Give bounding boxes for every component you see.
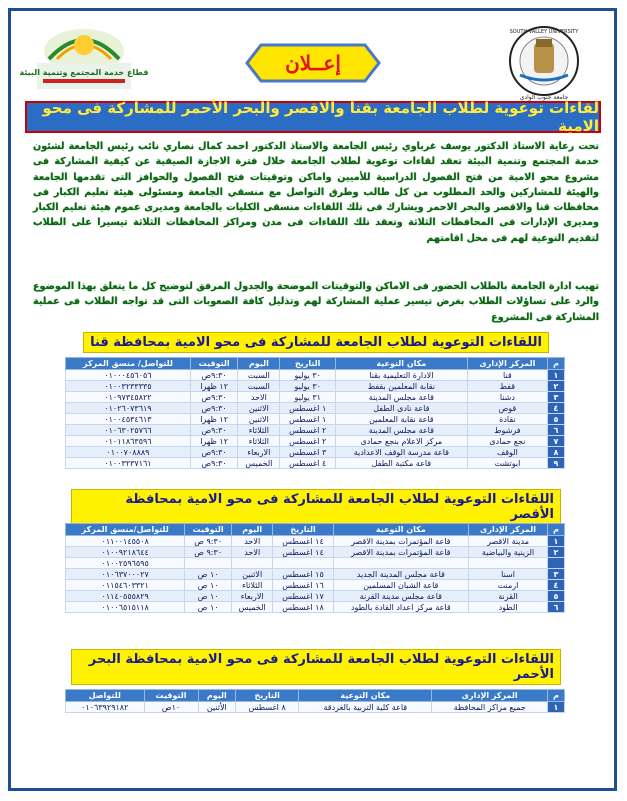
announcement-frame [8, 8, 617, 791]
schedule-table-qena [65, 357, 565, 469]
table-cell: ٢ اغسطس [280, 425, 335, 436]
table-cell: قنا [467, 370, 547, 381]
section-title-redsea: اللقاءات التوعوية لطلاب الجامعة للمشاركة فى محو الامية بمحافظة البحر الأحمر [71, 654, 561, 680]
intro-paragraph: تحت رعاية الاستاذ الدكتور يوسف غرباوي رئيس الجامعة والاستاذ الدكتور احمد كمال نصاري نائب رئيس الجامعة لشئون خدمة المجتمع وتنمية البيئة تعقد لقاءات توعوية لطلاب الجامعة خلال فترة الاجازة الصيفية عن كيفية المشاركة فى مشروع محو الامية من فتح الفصول الدراسية للأميين واماكن وتوقيتات فتح الفصول والحوافز التى تقدمها الجامعة والهيئة للمشاركين والحد المطلوب من كل طالب وطرق التواصل مع منسقي الجامعة ومسئولى هيئة تعليم الكبار فى محافظات قنا والاقصر والبحر الاحمر ويشارك فى تلك اللقاءات منسقى الكليات بالجامعة ومديرى عموم هيئة تعليم الكبار ومديرى الإدارات فى المحافظات الثلاثة وتعقد تلك اللقاءات فى مدن ومراكز المحافظات الثلاثة تيسيرا على الطلاب لتقديم التوعية لهم فى محل اقامتهم [33, 141, 599, 244]
column-header: التاريخ [273, 524, 333, 536]
table-cell: نجع حمادى [467, 436, 547, 447]
table-cell: قاعة مجلس المدينة [335, 425, 467, 436]
table-row [66, 536, 565, 547]
table-header-row [66, 358, 565, 370]
row-number: ٢ [548, 381, 565, 392]
table-cell: قاعة نادى الطفل [335, 403, 467, 414]
column-header: م [548, 358, 565, 370]
notice-paragraph: تهيب ادارة الجامعة بالطلاب الحضور فى الاماكن والتوقيتات الموضحة والجدول المرفق لتوضيح كل ما يتعلق بهذا الموضوع والرد على تساؤلات الطلاب بغرض تيسير عملية المشاركة لهم وتذليل كافة الصعوبات التى قد تواجه الطلاب فى عملية المشاركة فى المشروع [33, 281, 599, 323]
table-cell: ١ اغسطس [280, 403, 335, 414]
row-number: ١ [548, 702, 565, 713]
table-cell: الطود [469, 602, 548, 613]
table-cell: ١٥ اغسطس [273, 569, 333, 580]
column-header: المركز الإدارى [432, 690, 548, 702]
column-header: اليوم [198, 690, 235, 702]
table-row [66, 591, 565, 602]
table-cell: قاعة المؤتمرات بمدينة الاقصر [333, 536, 468, 547]
schedule-table-luxor [65, 523, 565, 613]
university-logo [504, 25, 584, 101]
table-cell: قاعة مجلس المدينة [335, 392, 467, 403]
table-row [66, 458, 565, 469]
section-title-luxor: اللقاءات التوعوية لطلاب الجامعة للمشاركة فى محو الامية بمحافظة الأقصر [71, 494, 561, 520]
table-cell: الاحد [231, 547, 273, 558]
table-cell: ٣١ يوليو [280, 392, 335, 403]
column-header: مكان التوعية [299, 690, 432, 702]
table-cell: ٠١٠٠٧٠٨٨٨٩ [66, 447, 191, 458]
table-cell: ٩:٣٠ص [190, 447, 237, 458]
table-cell: الاربعاء [231, 591, 273, 602]
table-cell: ٨ اغسطس [236, 702, 299, 713]
column-header: التوقيت [190, 358, 237, 370]
table-cell: السبت [238, 370, 280, 381]
column-header: للتواصل/منسق المركز [66, 524, 185, 536]
table-cell: مدينة الاقصر [469, 536, 548, 547]
table-cell: ٩:٣٠ ص [185, 547, 232, 558]
table-cell: ٩:٣٠ص [190, 370, 237, 381]
row-number: ٢ [548, 547, 565, 558]
row-number: ١ [548, 370, 565, 381]
table-cell: قاعة نقابة المعلمين [335, 414, 467, 425]
table-cell: الزينية والبياضية [469, 547, 548, 558]
table-cell: ٣ اغسطس [280, 447, 335, 458]
table-cell: الاثنين [238, 414, 280, 425]
table-row [66, 558, 565, 569]
table-cell: الأثنين [198, 702, 235, 713]
table-cell: ١٠ ص [185, 580, 232, 591]
table-cell: ٠١٠٩٧٣٤٥٨٢٢ [66, 392, 191, 403]
table-cell: ٠١٠٠٣٢٣٣٣٣٥ [66, 381, 191, 392]
column-header: المركز الإدارى [469, 524, 548, 536]
table-cell: ٠١٠٢٦٠٧٣٦١٩ [66, 403, 191, 414]
table-cell: الخميس [231, 602, 273, 613]
row-number: ٤ [548, 580, 565, 591]
table-cell: الثلاثاء [238, 425, 280, 436]
table-cell: الاثنين [238, 403, 280, 414]
table-cell: قاعة مركز اعداد القادة بالطود [333, 602, 468, 613]
table-cell: ٠١٠٠٩٢١٨٦٤٤ [66, 547, 185, 558]
table-cell: ٩:٣٠ص [190, 458, 237, 469]
schedule-table-redsea [65, 689, 565, 713]
row-number: ١ [548, 536, 565, 547]
page-title: لقاءات توعوية لطلاب الجامعة بقنا والاقصر والبحر الأحمر للمشاركة فى محو الامية [42, 99, 599, 135]
table-cell: مركز الاعلام بنجع حمادى [335, 436, 467, 447]
table-cell: ١٢ ظهرا [190, 436, 237, 447]
table-row [66, 447, 565, 458]
table-cell: ٠١٠١١٨٦٣٥٩٦ [66, 436, 191, 447]
logo-right-text: جامعة جنوب الوادي [519, 94, 569, 101]
table-cell: ٠١٠٠٣٢٣٧١٦١ [66, 458, 191, 469]
table-cell: ٠١٠٠٤٥٣٤٦١٣ [66, 414, 191, 425]
table-row [66, 702, 565, 713]
table-cell: ابوتشت [467, 458, 547, 469]
table-cell: ٩:٣٠ص [190, 425, 237, 436]
table-cell: الاثنين [231, 569, 273, 580]
table-cell: ٠١٠٠٢٥٩٦٥٩٥ [66, 558, 185, 569]
table-cell: ٩:٣٠ ص [185, 536, 232, 547]
table-cell: ١٠ص [144, 702, 198, 713]
row-number: ٨ [548, 447, 565, 458]
table-row [66, 381, 565, 392]
logo-ring-text: SOUTH VALLEY UNIVERSITY [509, 29, 579, 35]
table-row [66, 602, 565, 613]
table-cell: ٣٠ يوليو [280, 381, 335, 392]
table-cell: جميع مراكز المحافظة [432, 702, 548, 713]
table-row [66, 403, 565, 414]
table-cell: ١٠ ص [185, 569, 232, 580]
table-cell: ١٢ ظهرا [190, 414, 237, 425]
table-cell: ٩:٣٠ص [190, 392, 237, 403]
table-cell: قاعة كلية التربية بالغردقة [299, 702, 432, 713]
table-cell: ١٤ اغسطس [273, 547, 333, 558]
table-cell: ١٦ اغسطس [273, 580, 333, 591]
column-header: للتواصل [66, 690, 145, 702]
table-cell: ٠١٠٠٠٤٥٦٠٥٦ [66, 370, 191, 381]
table-cell: ١٢ ظهرا [190, 381, 237, 392]
table-cell: قفط [467, 381, 547, 392]
table-row [66, 414, 565, 425]
table-cell: الاحد [238, 392, 280, 403]
table-row [66, 392, 565, 403]
row-number [548, 558, 565, 569]
table-cell: نقادة [467, 414, 547, 425]
table-cell [185, 558, 232, 569]
row-number: ٩ [548, 458, 565, 469]
table-cell: الاربعاء [238, 447, 280, 458]
table-header-row [66, 524, 565, 536]
table-cell: اسنا [469, 569, 548, 580]
table-cell: ٠١١٤٠٥٥٥٨٢٩ [66, 591, 185, 602]
table-cell: نقابة المعلمين بقفط [335, 381, 467, 392]
table-cell: القرنة [469, 591, 548, 602]
table-row [66, 425, 565, 436]
column-header: م [548, 690, 565, 702]
table-cell: الادارة التعليمية بقنا [335, 370, 467, 381]
column-header: التوقيت [144, 690, 198, 702]
table-cell: قاعة مدرسة الوقف الاعدادية [335, 447, 467, 458]
column-header: التاريخ [236, 690, 299, 702]
row-number: ٥ [548, 414, 565, 425]
column-header: م [548, 524, 565, 536]
table-cell: ٣٠ يوليو [280, 370, 335, 381]
announce-title: إعــلان [285, 51, 341, 75]
table-cell [333, 558, 468, 569]
table-cell [469, 558, 548, 569]
table-cell: ٤ اغسطس [280, 458, 335, 469]
table-cell: الاحد [231, 536, 273, 547]
table-cell: ٠١٠٦٣٠٢٥٧٦٦ [66, 425, 191, 436]
table-row [66, 580, 565, 591]
table-cell: الخميس [238, 458, 280, 469]
table-cell: الوقف [467, 447, 547, 458]
column-header: اليوم [231, 524, 273, 536]
table-cell: ٠١٠٦٣٩٢٩١٨٢ [66, 702, 145, 713]
logo-left-text: قطاع خدمة المجتمع وتنمية البيئة [19, 68, 149, 77]
table-cell: ١ اغسطس [280, 414, 335, 425]
table-cell: قاعة مكتبة الطفل [335, 458, 467, 469]
table-cell: ٠١١٥٤٦٠٣٣٢١ [66, 580, 185, 591]
row-number: ٤ [548, 403, 565, 414]
table-cell: الثلاثاء [231, 580, 273, 591]
row-number: ٣ [548, 569, 565, 580]
title-banner [25, 101, 601, 133]
table-cell: ١٠ ص [185, 591, 232, 602]
header [11, 11, 614, 103]
table-row [66, 547, 565, 558]
announce-badge [243, 39, 383, 87]
table-cell: ٢ اغسطس [280, 436, 335, 447]
table-cell: دشنا [467, 392, 547, 403]
table-cell [273, 558, 333, 569]
table-cell: ١٧ اغسطس [273, 591, 333, 602]
row-number: ٥ [548, 591, 565, 602]
table-cell: ١٠ ص [185, 602, 232, 613]
table-cell: ٠١٠٠٦٥١٥١١٨ [66, 602, 185, 613]
column-header: التوقيت [185, 524, 232, 536]
column-header: اليوم [238, 358, 280, 370]
column-header: التاريخ [280, 358, 335, 370]
table-cell: قاعة مجلس مدينة القرنة [333, 591, 468, 602]
row-number: ٧ [548, 436, 565, 447]
column-header: المركز الإدارى [467, 358, 547, 370]
table-cell [231, 558, 273, 569]
table-cell: قاعة الشبان المسلمين [333, 580, 468, 591]
table-cell: الثلاثاء [238, 436, 280, 447]
table-cell: ارمنت [469, 580, 548, 591]
column-header: للتواصل/ منسق المركز [66, 358, 191, 370]
table-cell: قوص [467, 403, 547, 414]
table-header-row [66, 690, 565, 702]
row-number: ٣ [548, 392, 565, 403]
row-number: ٦ [548, 425, 565, 436]
table-cell: قاعة المؤتمرات بمدينة الاقصر [333, 547, 468, 558]
table-cell: السبت [238, 381, 280, 392]
table-cell: قاعة مجلس المدينة الجديد [333, 569, 468, 580]
section-title-qena: اللقاءات التوعوية لطلاب الجامعة للمشاركة فى محو الامية بمحافظة قنا [71, 329, 561, 355]
table-cell: ١٤ اغسطس [273, 536, 333, 547]
table-cell: ٠١١٠٠١٤٥٥٠٨ [66, 536, 185, 547]
table-row [66, 569, 565, 580]
table-row [66, 370, 565, 381]
table-cell: ٩:٣٠ص [190, 403, 237, 414]
row-number: ٦ [548, 602, 565, 613]
column-header: مكان التوعية [333, 524, 468, 536]
table-cell: ٠١٠٦٣٧٠٠٠٢٧ [66, 569, 185, 580]
table-cell: ١٨ اغسطس [273, 602, 333, 613]
community-service-logo [19, 23, 149, 95]
table-row [66, 436, 565, 447]
table-cell: فرشوط [467, 425, 547, 436]
column-header: مكان التوعية [335, 358, 467, 370]
